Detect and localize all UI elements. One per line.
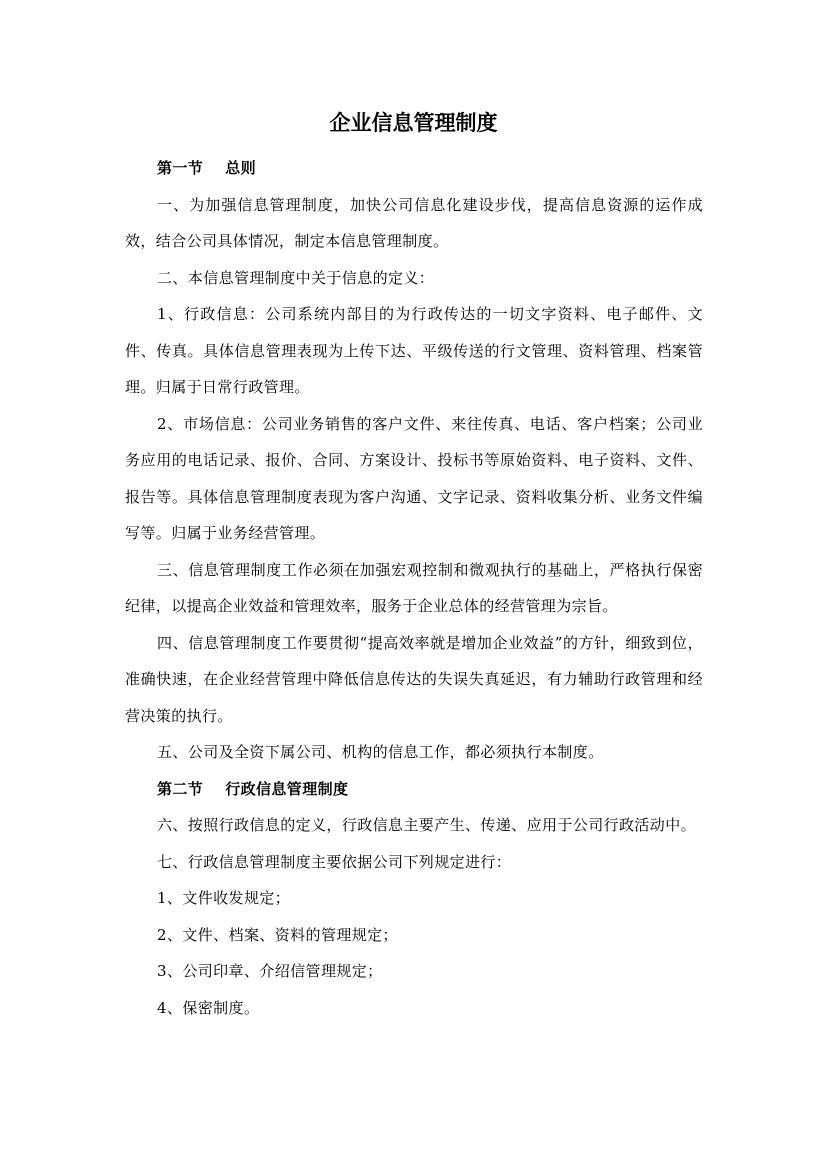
section-number: 第二节: [157, 779, 204, 798]
paragraph: 一、为加强信息管理制度，加快公司信息化建设步伐，提高信息资源的运作成效，结合公司具体情况，制定本信息管理制度。: [125, 195, 703, 250]
paragraph: 二、本信息管理制度中关于信息的定义：: [157, 268, 435, 287]
document-title: 企业信息管理制度: [329, 111, 498, 135]
section-name: 行政信息管理制度: [225, 779, 349, 798]
paragraph: 四、信息管理制度工作要贯彻“提高效率就是增加企业效益”的方针，细致到位，准确快速，在企业经营管理中降低信息传达的失误失真延迟，有力辅助行政管理和经营决策的执行。: [125, 633, 703, 725]
paragraph: 2、市场信息：公司业务销售的客户文件、来往传真、电话、客户档案；公司业务应用的电话记录、报价、合同、方案设计、投标书等原始资料、电子资料、文件、报告等。具体信息管理制度表现为客户沟通、文字记录、资料收集分析、业务文件编写等。归属于业务经营管理。: [125, 414, 703, 542]
paragraph: 1、行政信息：公司系统内部目的为行政传达的一切文字资料、电子邮件、文件、传真。具体信息管理表现为上传下达、平级传送的行文管理、资料管理、档案管理。归属于日常行政管理。: [125, 305, 703, 396]
list-item: 4、保密制度。: [157, 998, 260, 1017]
paragraph: 六、按照行政信息的定义，行政信息主要产生、传递、应用于公司行政活动中。: [157, 816, 697, 834]
paragraph: 三、信息管理制度工作必须在加强宏观控制和微观执行的基础上，严格执行保密纪律，以提高企业效益和管理效率，服务于企业总体的经营管理为宗旨。: [125, 560, 703, 615]
list-item: 1、文件收发规定；: [157, 889, 291, 907]
document-body: [125, 150, 703, 1026]
section-heading-1: [125, 150, 703, 187]
list-item: 2、文件、档案、资料的管理规定；: [157, 925, 398, 944]
paragraph: 五、公司及全资下属公司、机构的信息工作，都必须执行本制度。: [157, 743, 604, 761]
section-name: 总则: [225, 159, 257, 177]
section-number: 第一节: [157, 159, 204, 177]
paragraph: 七、行政信息管理制度主要依据公司下列规定进行：: [157, 852, 512, 871]
list-item: 3、公司印章、介绍信管理规定；: [157, 962, 383, 980]
section-heading-2: [125, 771, 703, 808]
